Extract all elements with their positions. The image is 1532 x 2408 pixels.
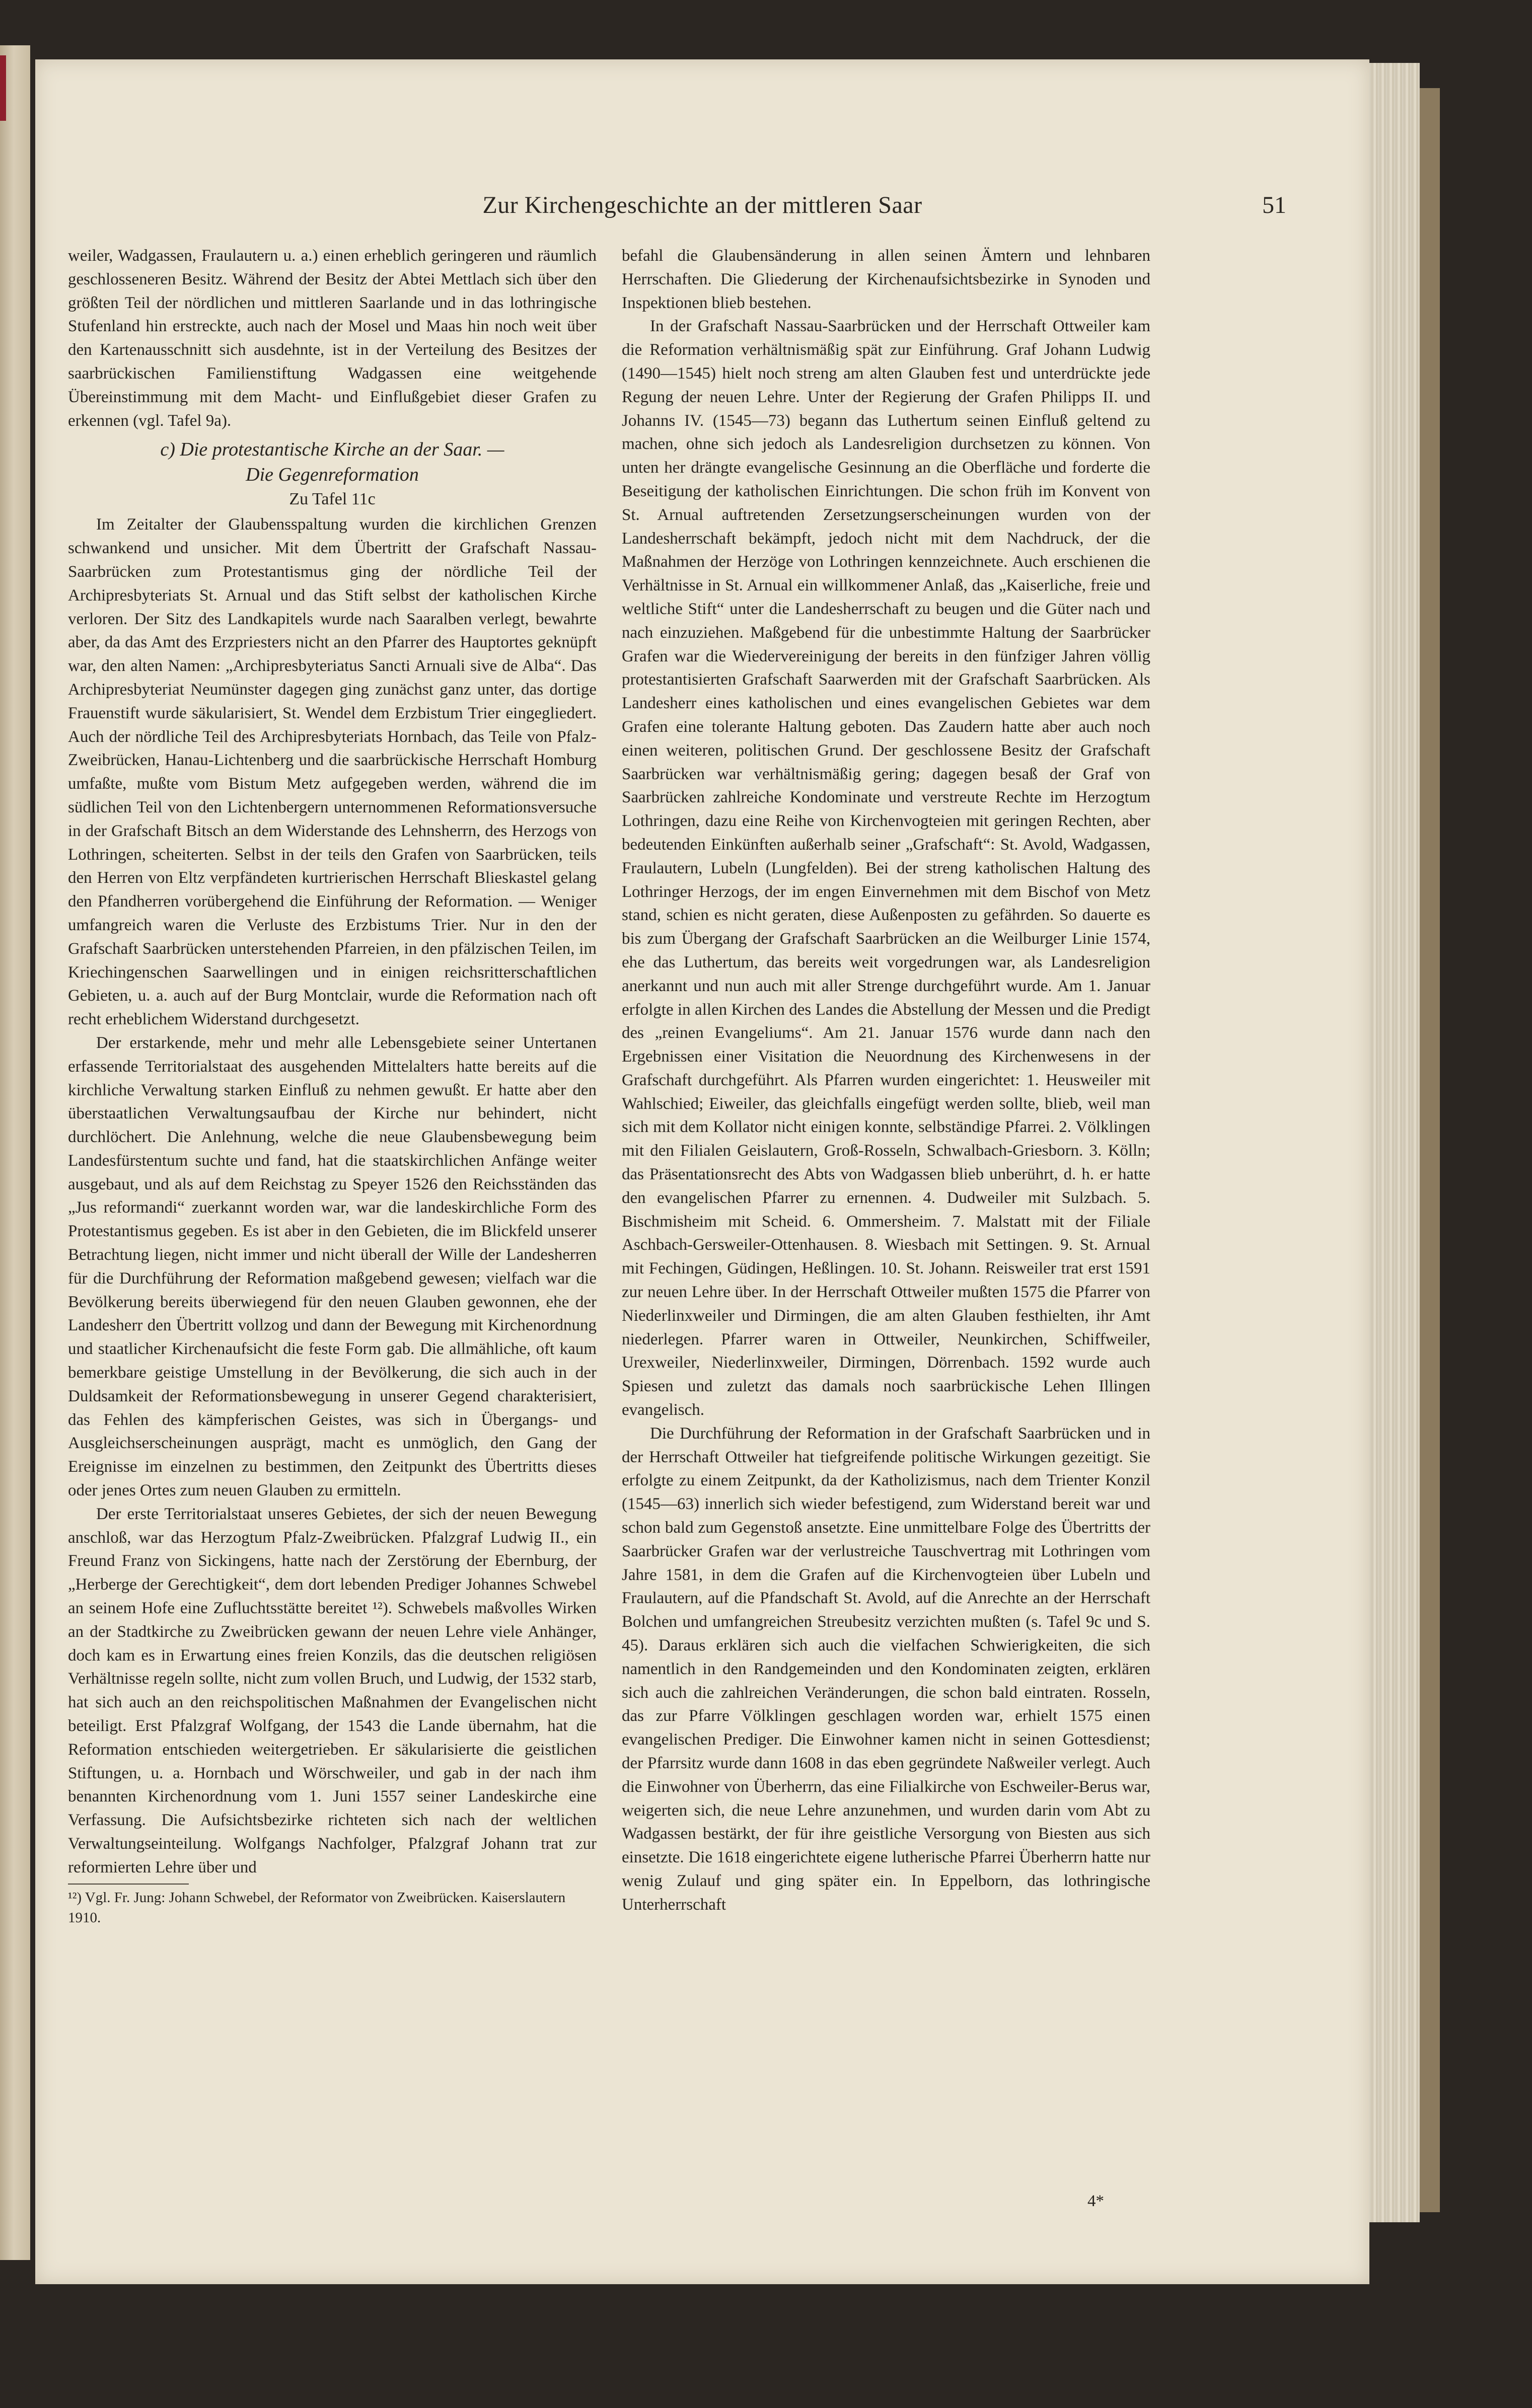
paragraph: weiler, Wadgassen, Fraulautern u. a.) einen erheblich geringeren und räumlich geschlosseneren Besitz. Während der Besitz der Abtei Mettlach sich über den größten Teil der nördlichen und mittleren Saarlande und in das lothringische Stufenland hin erstreckte, auch nach der Mosel und Maas hin noch weit über den Kartenausschnitt sich ausdehnte, ist in der Verteilung des Besitzes der saarbrückischen Familienstiftung Wadgassen eine weitgehende Übereinstimmung mit dem Macht- und Einflußgebiet dieser Grafen zu erkennen (vgl. Tafel 9a).: [68, 247, 597, 430]
paragraph: In der Grafschaft Nassau-Saarbrücken und der Herrschaft Ottweiler kam die Reformation verhältnismäßig spät zur Einführung. Graf Johann Ludwig (1490—1545) hielt noch streng am alten Glauben fest und unterdrückte jede Regung der neuen Lehre. Unter der Regierung der Grafen Philipps II. und Johanns IV. (1545—73) begann das Luthertum seinen Einfluß geltend zu machen, ohne sich jedoch als Landesreligion durchsetzen zu können. Von unten her drängte evangelische Gesinnung an die Oberfläche und forderte die Beseitigung der katholischen Einrichtungen. Die schon früh im Konvent von St. Arnual auftretenden Zersetzungserscheinungen wurden von der Landesherrschaft bekämpft, jedoch nicht mit dem Nachdruck, der die Maßnahmen der Herzöge von Lothringen kennzeichnete. Auch erschienen die Verhältnisse in St. Arnual ein willkommener Anlaß, das „Kaiserliche, freie und weltliche Stift“ unter die Landesherrschaft zu beugen und die Güter nach und nach einzuziehen. Maßgebend für die unbestimmte Haltung der Saarbrücker Grafen war die Wiedervereinigung der bereits in den fünfziger Jahren völlig protestantisierten Grafschaft Saarwerden mit der Grafschaft Saarbrücken. Als Landesherr eines katholischen und eines evangelischen Gebietes war dem Grafen eine tolerante Haltung geboten. Das Zaudern hatte aber auch noch einen weiteren, politischen Grund. Der geschlossene Besitz der Grafschaft Saarbrücken war verhältnismäßig gering; dagegen besaß der Graf von Saarbrücken zahlreiche Kondominate und verstreute Rechte im Herzogtum Lothringen, dazu eine Reihe von Kirchenvogteien mit geringen Rechten, aber bedeutenden Einkünften außerhalb seiner „Grafschaft“: St. Avold, Wadgassen, Fraulautern, Lubeln (Lungfelden). Bei der streng katholischen Haltung des Lothringer Herzogs, der im engen Einvernehmen mit dem Bischof von Metz stand, schien es nicht geraten, diese Außenposten zu gefährden. So dauerte es bis zum Übergang der Grafschaft Saarbrücken an die Weilburger Linie 1574, ehe das Luthertum, das bereits weit vorgedrungen war, als Landesreligion anerkannt und nun auch mit aller Strenge durchgeführt wurde. Am 1. Januar erfolgte in allen Kirchen des Landes die Abstellung der Messen und die Predigt des „reinen Evangeliums“. Am 21. Januar 1576 wurde dann nach den Ergebnissen einer Visitation die Neuordnung des Kirchenwesens in der Grafschaft durchgeführt. Als Pfarren wurden eingerichtet: 1. Heusweiler mit Wahlschied; Eiweiler, das gleichfalls eingefügt werden sollte, blieb, weil man sich mit dem Kollator nicht einigen konnte, selbständige Pfarrei. 2. Völklingen mit den Filialen Geislautern, Groß-Rosseln, Schwalbach-Griesborn. 3. Kölln; das Präsentationsrecht des Abts von Wadgassen blieb unberührt, d. h. er hatte den evangelischen Pfarrer zu ernennen. 4. Dudweiler mit Sulzbach. 5. Bischmisheim mit Scheid. 6. Ommersheim. 7. Malstatt mit der Filiale Aschbach-Gersweiler-Ottenhausen. 8. Wiesbach mit Settingen. 9. St. Arnual mit Fechingen, Güdingen, Heßlingen. 10. St. Johann. Reisweiler trat erst 1591 zur neuen Lehre über. In der Herrschaft Ottweiler mußten 1575 die Pfarrer von Niederlinxweiler und Dirmingen, die am alten Glauben festhielten, ihr Amt niederlegen. Pfarrer waren in Ottweiler, Neunkirchen, Schiffweiler, Urexweiler, Niederlinxweiler, Dirmingen, Dörrenbach. 1592 wurde auch Spiesen und zuletzt das damals noch saarbrückische Lehen Illingen evangelisch.: [622, 317, 1150, 1419]
section-heading-line1: c) Die protestantische Kirche an der Saar. —: [160, 439, 504, 461]
paragraph: befahl die Glaubensänderung in allen seinen Ämtern und lehnbaren Herrschaften. Die Gliederung der Kirchenaufsichtsbezirke in Synoden und Inspektionen blieb bestehen.: [622, 247, 1150, 312]
page-number: 51: [1262, 192, 1286, 218]
paragraph: Die Durchführung der Reformation in der Grafschaft Saarbrücken und in der Herrschaft Ottweiler hat tiefgreifende politische Wirkungen gezeitigt. Sie erfolgte zu einem Zeitpunkt, da der Katholizismus, nach dem Trienter Konzil (1545—63) innerlich sich wieder befestigend, zum Widerstand bereit war und schon bald zum Gegenstoß ansetzte. Eine unmittelbare Folge des Übertritts der Saarbrücker Grafen war der verlustreiche Tauschvertrag mit Lothringen vom Jahre 1581, in dem die Grafen auf die Kirchenvogteien über Lubeln und Fraulautern, auf die Pfandschaft St. Avold, auf die Anrechte an der Herrschaft Bolchen und umfangreichen Streubesitz verzichten mußten (s. Tafel 9c und S. 45). Daraus erklären sich auch die vielfachen Schwierigkeiten, die sich namentlich in den Randgemeinden und den Kondominaten zeigten, erklären sich auch die zahlreichen Veränderungen, die schon bald eintraten. Rosseln, das zur Pfarre Völklingen geschlagen worden war, erhielt 1575 einen evangelischen Prediger. Die Einwohner kamen nicht in seinen Gottesdienst; der Pfarrsitz wurde dann 1608 in das eben gegründete Naßweiler verlegt. Auch die Einwohner von Überherrn, das eine Filialkirche von Eschweiler-Berus war, weigerten sich, die neue Lehre anzunehmen, und wurden darin vom Abt zu Wadgassen bestärkt, der für ihre geistliche Versorgung von Biesten aus sich einsetzte. Die 1618 eingerichtete eigene lutherische Pfarrei Überherrn hatte nur wenig Zulauf und ging später ein. In Eppelborn, das lothringische Unterherrschaft: [622, 1424, 1150, 1914]
paragraph: Im Zeitalter der Glaubensspaltung wurden die kirchlichen Grenzen schwankend und unsicher. Mit dem Übertritt der Grafschaft Nassau-Saarbrücken zum Protestantismus ging der nördliche Teil der Archipresbyteriats St. Arnual und das Stift selbst der katholischen Kirche verloren. Der Sitz des Landkapitels wurde nach Saaralben verlegt, bewahrte aber, da das Amt des Erzpriesters nicht an den Pfarrer des Hauptortes geknüpft war, den alten Namen: „Archipresbyteriatus Sancti Arnuali sive de Alba“. Das Archipresbyteriat Neumünster dagegen ging zunächst ganz unter, das dortige Frauenstift wurde säkularisiert, St. Wendel dem Erzbistum Trier eingegliedert. Auch der nördliche Teil des Archipresbyteriats Hornbach, das Teile von Pfalz-Zweibrücken, Hanau-Lichtenberg und die saarbrückische Herrschaft Homburg umfaßte, mußte vom Bistum Metz aufgegeben werden, während die im südlichen Teil von den Lichtenbergern unternommenen Reformationsversuche in der Grafschaft Bitsch an dem Widerstande des Lehnsherrn, des Herzogs von Lothringen, scheiterten. Selbst in der teils den Grafen von Saarbrücken, teils den Herren von Eltz verpfändeten kurtrierischen Herrschaft Blieskastel gelang den Pfandherren vorübergehend die Einführung der Reformation. — Weniger umfangreich waren die Verluste des Erzbistums Trier. Nur in den der Grafschaft Saarbrücken unterstehenden Pfarreien, in den pfälzischen Teilen, im Kriechingenschen Saarwellingen und in einigen reichsritterschaftlichen Gebieten, u. a. auch auf der Burg Montclair, wurde die Reformation nach oft recht erheblichem Widerstand durchgesetzt.: [68, 515, 597, 1029]
section-subheading: Zu Tafel 11c: [289, 490, 376, 509]
footnote-rule: [68, 1884, 189, 1885]
section-heading-line2: Die Gegenreformation: [246, 464, 419, 486]
book-cover-edge: [1420, 88, 1440, 2212]
printer-signature-mark: 4*: [1087, 2192, 1104, 2210]
footnote: ¹²) Vgl. Fr. Jung: Johann Schwebel, der Reformator von Zweibrücken. Kaiserslautern 1910.: [68, 1889, 566, 1926]
page-stack-edge: [1369, 63, 1420, 2222]
left-column: [68, 244, 597, 1928]
paragraph: Der erste Territorialstaat unseres Gebietes, der sich der neuen Bewegung anschloß, war das Herzogtum Pfalz-Zweibrücken. Pfalzgraf Ludwig II., ein Freund Franz von Sickingens, hatte nach der Zerstörung der Ebernburg, der „Herberge der Gerechtigkeit“, dem dort lebenden Prediger Johannes Schwebel an seinem Hofe eine Zufluchtsstätte bereitet ¹²). Schwebels maßvolles Wirken an der Stadtkirche zu Zweibrücken gewann der neuen Lehre viele Anhänger, doch kam es in Erwartung eines freien Konzils, das die deutschen religiösen Verhältnisse regeln sollte, nicht zum vollen Bruch, und Ludwig, der 1532 starb, hat sich auch an den reichspolitischen Maßnahmen der Evangelischen nicht beteiligt. Erst Pfalzgraf Wolfgang, der 1543 die Lande übernahm, hat die Reformation entschieden weitergetrieben. Er säkularisierte die geistlichen Stiftungen, u. a. Hornbach und Wörschweiler, und gab in der nach ihm benannten Kirchenordnung vom 1. Juni 1557 seiner Landeskirche eine Verfassung. Die Aufsichtsbezirke richteten sich nach der weltlichen Verwaltungseinteilung. Wolfgangs Nachfolger, Pfalzgraf Johann trat zur reformierten Lehre über und: [68, 1504, 597, 1876]
running-title: Zur Kirchengeschichte an der mittleren Saar: [482, 192, 922, 218]
right-column: [622, 244, 1150, 1917]
adjacent-page-edge: [0, 45, 30, 2260]
paragraph: Der erstarkende, mehr und mehr alle Lebensgebiete seiner Untertanen erfassende Territorialstaat des ausgehenden Mittelalters hatte bereits auf die kirchliche Verwaltung starken Einfluß zu nehmen gewußt. Er hatte aber den überstaatlichen Verwaltungsaufbau der Kirche nur behindert, nicht durchlöchert. Die Anlehnung, welche die neue Glaubensbewegung beim Landesfürstentum suchte und fand, hat die staatskirchlichen Anfänge weiter ausgebaut, und als auf dem Reichstag zu Speyer 1526 den Reichsständen das „Jus reformandi“ zuerkannt worden war, war die landeskirchliche Form des Protestantismus gegeben. Es ist aber in den Gebieten, die im Blickfeld unserer Betrachtung liegen, nicht immer und nicht überall der Wille der Landesherren für die Durchführung der Reformation maßgebend gewesen; vielfach war die Bevölkerung bereits überwiegend für den neuen Glauben gewonnen, ehe der Landesherr den Übertritt vollzog und dann der Bewegung mit Kirchenordnung und staatlicher Kirchenaufsicht die feste Form gab. Die allmähliche, oft kaum bemerkbare geistige Umstellung in der Bevölkerung, die sich auch in der Duldsamkeit der Reformationsbewegung in unserer Gegend charakterisiert, das Fehlen des kämpferischen Geistes, was sich in Übergangs- und Ausgleichserscheinungen ausprägt, macht es unmöglich, den Gang der Ereignisse im einzelnen zu bestimmen, den Zeitpunkt des Übertritts dieses oder jenes Ortes zum neuen Glauben zu ermitteln.: [68, 1033, 597, 1500]
